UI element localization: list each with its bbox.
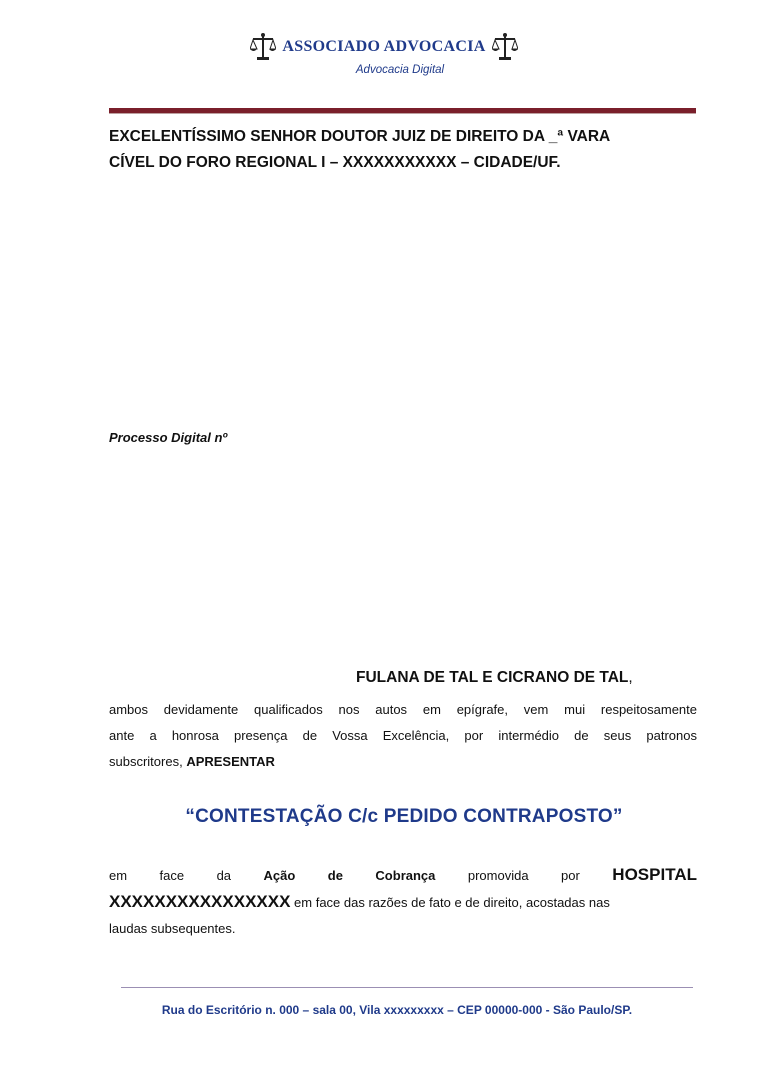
intro-line-3-bold: APRESENTAR — [186, 754, 275, 769]
body-word: por — [561, 868, 580, 883]
firm-name: ASSOCIADO ADVOCACIA — [282, 38, 486, 55]
parties-names: FULANA DE TAL E CICRANO DE TAL — [356, 669, 629, 686]
body-word: face — [159, 868, 185, 883]
firm-subtitle: Advocacia Digital — [355, 64, 445, 76]
footer-address: Rua do Escritório n. 000 – sala 00, Vila xxxxxxxxx – CEP 00000-000 - São Paulo/SP. — [161, 1003, 633, 1017]
body-line-1 — [109, 862, 697, 889]
body-word-hospital: HOSPITAL — [612, 865, 697, 884]
processo-label: Processo Digital nº — [109, 430, 228, 445]
scales-of-justice-icon — [250, 32, 276, 62]
scales-of-justice-icon — [492, 32, 518, 62]
footer-divider — [121, 987, 693, 988]
body-word: em — [109, 868, 128, 883]
body-word: da — [216, 868, 232, 883]
body-word: promovida — [467, 868, 529, 883]
parties-comma: , — [628, 669, 633, 686]
addressee-line-1: EXCELENTÍSSIMO SENHOR DOUTOR JUIZ DE DIREITO DA _ª VARA — [109, 128, 611, 145]
body-line-2-text: em face das razões de fato e de direito, acostadas nas — [290, 895, 610, 910]
addressee — [109, 124, 697, 176]
parties-line — [356, 669, 633, 687]
body-paragraph — [109, 862, 697, 942]
document-title: “CONTESTAÇÃO C/c PEDIDO CONTRAPOSTO” — [185, 806, 623, 827]
intro-line-1: ambos devidamente qualificados nos autos em epígrafe, vem mui respeitosamente — [109, 702, 697, 717]
intro-paragraph — [109, 697, 697, 775]
intro-line-2: ante a honrosa presença de Vossa Excelência, por intermédio de seus patronos — [109, 728, 697, 743]
intro-line-3 — [109, 754, 275, 769]
body-line-3: laudas subsequentes. — [109, 921, 236, 936]
body-word-bold: de — [327, 868, 343, 883]
body-word-bold: Ação — [263, 868, 296, 883]
letterhead-row — [0, 32, 768, 62]
addressee-line-2: CÍVEL DO FORO REGIONAL I – XXXXXXXXXXX – CIDADE/UF. — [109, 154, 561, 171]
intro-line-3-text: subscritores, — [109, 754, 187, 769]
letterhead — [0, 32, 768, 76]
body-line-2-bold: XXXXXXXXXXXXXXXX — [109, 892, 291, 911]
body-line-2 — [109, 889, 697, 916]
header-divider — [109, 108, 696, 114]
body-word-bold: Cobrança — [375, 868, 436, 883]
